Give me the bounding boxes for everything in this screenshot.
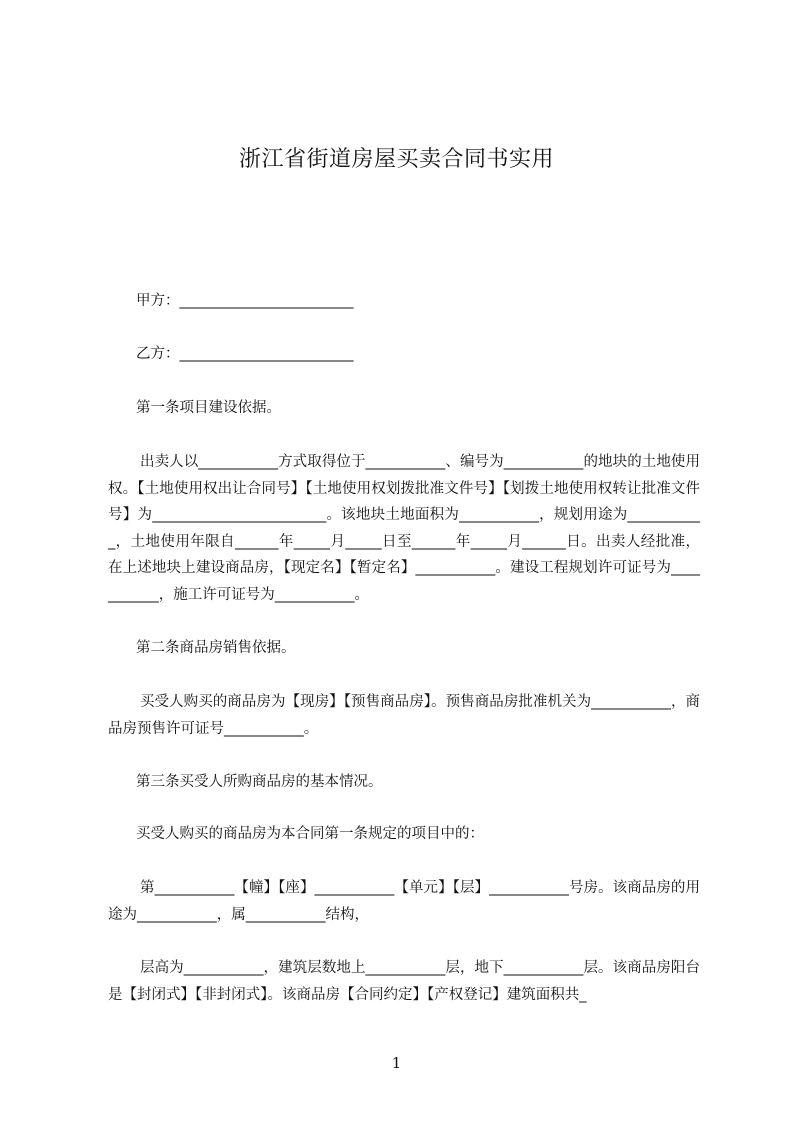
- article-1-body: 出卖人以___________方式取得位于___________、编号为___________的地块的土地使用权。【土地使用权出让合同号】【土地使用权划拨批准文件号】【划拨土地使用权转让批准文件号】为________________________。该地块土地面积为___________，规划用途为___________，土地使用年限自______年_____月_____日至______年_____月______日。出卖人经批准，在上述地块上建设商品房，【现定名】【暂定名】___________。建设工程规划许可证号为___________，施工许可证号为___________。: [108, 454, 700, 603]
- article-3-item-2: 层高为___________，建筑层数地上___________层，地下___________层。该商品房阳台是【封闭式】【非封闭式】。该商品房【合同约定】【产权登记】建筑面积共_: [108, 960, 700, 1003]
- article-3-item-1: 第___________【幢】【座】___________【单元】【层】___________号房。该商品房的用途为___________，属___________结构，: [108, 880, 700, 923]
- party-a-line: 甲方：________________________: [136, 293, 354, 309]
- page-number: 1: [391, 1054, 402, 1072]
- article-3-intro: 买受人购买的商品房为本合同第一条规定的项目中的：: [136, 826, 484, 842]
- article-2-heading: 第二条商品房销售依据。: [136, 640, 296, 656]
- document-title: 浙江省街道房屋买卖合同书实用: [238, 147, 554, 172]
- article-3-heading: 第三条买受人所购商品房的基本情况。: [136, 774, 383, 790]
- article-1-heading: 第一条项目建设依据。: [136, 400, 281, 416]
- party-b-line: 乙方：________________________: [136, 346, 354, 362]
- article-2-body: 买受人购买的商品房为【现房】【预售商品房】。预售商品房批准机关为___________，商品房预售许可证号___________。: [108, 694, 700, 737]
